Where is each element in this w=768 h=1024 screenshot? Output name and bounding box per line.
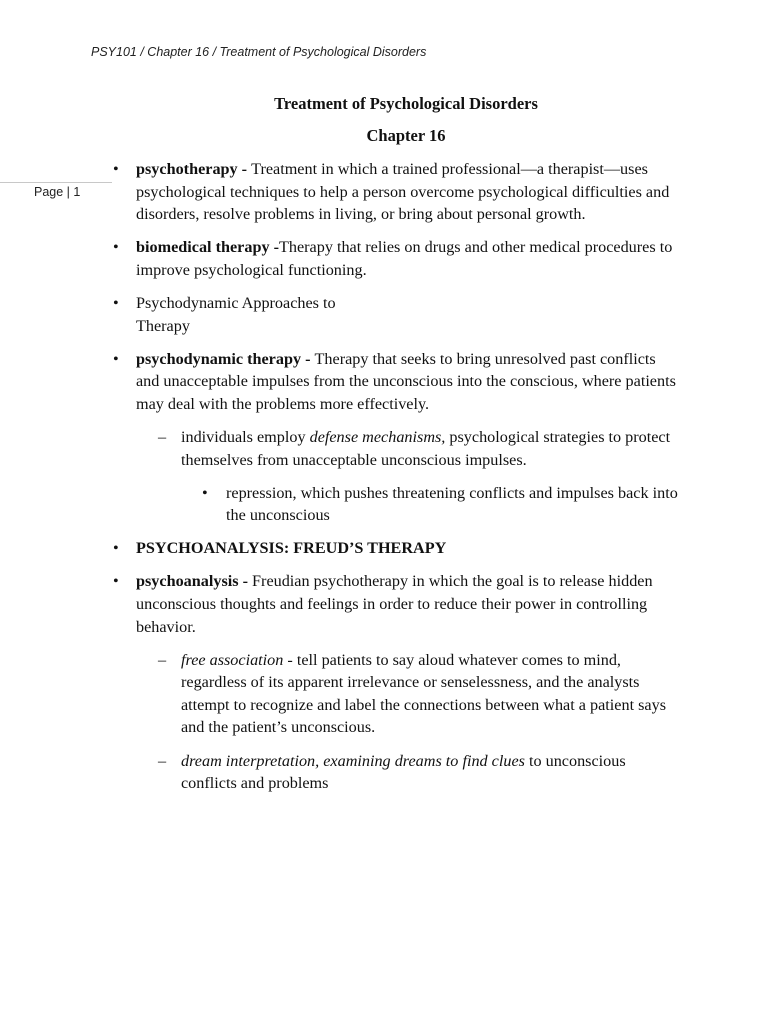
- definition-text: Therapy that relies on drugs and other medical procedures to improve psychological functioning.: [136, 238, 673, 279]
- list-item-defense-mechanisms: [113, 426, 683, 471]
- text-after: psychological strategies to protect themselves from unacceptable unconscious impulses.: [181, 427, 671, 469]
- term-label: psychotherapy -: [136, 160, 252, 178]
- bullet-icon: •: [113, 539, 119, 558]
- term-label: biomedical therapy -: [136, 238, 279, 257]
- bullet-icon: •: [113, 160, 119, 178]
- definition-text: Treatment in which a trained professional—a therapist—uses psychological techniques to help a person overcome psychological difficulties and disorders, resolve problems in living, or bring about personal growth.: [136, 160, 670, 224]
- page-number: Page | 1: [34, 185, 81, 199]
- item-text: to unconscious conflicts and problems: [181, 751, 626, 793]
- list-item-psychoanalysis-heading: [113, 537, 683, 560]
- chapter-title: Chapter 16: [366, 126, 446, 145]
- section-heading: PSYCHOANALYSIS: FREUD’S THERAPY: [136, 539, 447, 558]
- list-item-free-association: [113, 649, 683, 739]
- term-label: psychoanalysis -: [136, 572, 253, 591]
- item-text: repression, which pushes threatening conflicts and impulses back into the unconscious: [226, 483, 678, 525]
- list-item-psychodynamic-therapy: [113, 348, 683, 416]
- document-body: [113, 158, 683, 805]
- definition-text: Freudian psychotherapy in which the goal is to release hidden unconscious thoughts and feelings in order to reduce their power in controlling behavior.: [136, 572, 653, 636]
- list-item-biomedical-therapy: [113, 236, 683, 281]
- list-item-psychodynamic-approaches: [113, 292, 683, 337]
- dash-icon: –: [158, 650, 167, 669]
- section-text: Psychodynamic Approaches to Therapy: [136, 293, 336, 335]
- running-header: PSY101 / Chapter 16 / Treatment of Psychological Disorders: [91, 45, 427, 59]
- list-item-psychoanalysis: [113, 570, 683, 638]
- italic-term: dream interpretation, examining dreams to find clues: [181, 751, 525, 770]
- bullet-icon: •: [113, 572, 119, 591]
- document-title: Treatment of Psychological Disorders: [274, 94, 538, 113]
- definition-text: Therapy that seeks to bring unresolved past conflicts and unacceptable impulses from the unconscious into the conscious, where patients may deal with the problems more effectively.: [136, 349, 676, 413]
- text-before: individuals employ: [181, 427, 310, 446]
- bullet-icon: •: [113, 238, 119, 257]
- dash-icon: –: [158, 427, 167, 446]
- item-text: - tell patients to say aloud whatever comes to mind, regardless of its apparent irrelevance or senselessness, and the analysts attempt to recognize and label the connections between what a patient says and the patient’s unconscious.: [181, 650, 666, 737]
- list-item-psychotherapy: [113, 158, 683, 226]
- list-item-repression: [113, 482, 683, 527]
- dash-icon: –: [158, 751, 167, 770]
- bullet-icon: •: [113, 293, 119, 312]
- italic-term: defense mechanisms,: [309, 427, 446, 446]
- outline-list: [113, 158, 683, 795]
- italic-term: free association: [181, 650, 284, 669]
- bullet-icon: •: [202, 483, 208, 502]
- term-label: psychodynamic therapy -: [136, 349, 315, 368]
- list-item-dream-interpretation: [113, 750, 683, 795]
- margin-rule: [0, 182, 112, 183]
- bullet-icon: •: [113, 349, 119, 368]
